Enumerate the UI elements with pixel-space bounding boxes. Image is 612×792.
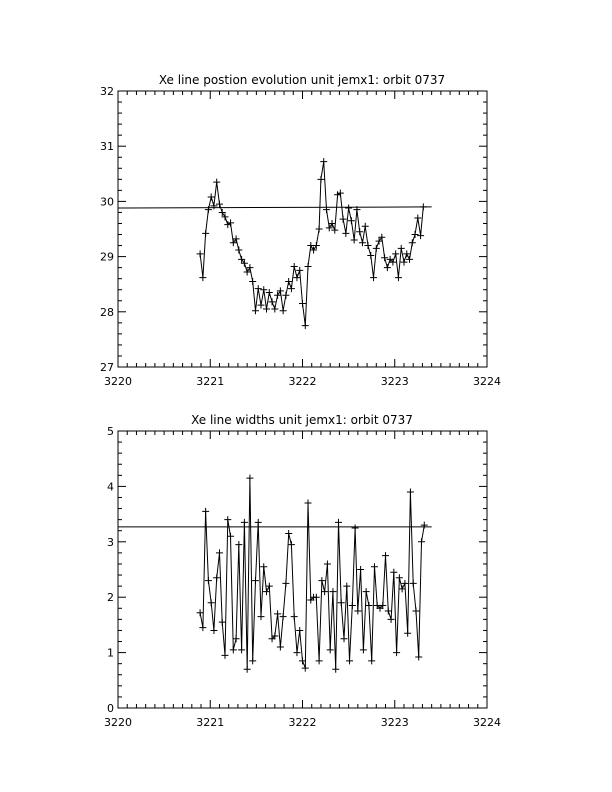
data-point (210, 627, 217, 634)
data-point (351, 237, 358, 244)
data-point (321, 588, 328, 595)
y-tick-label: 5 (107, 425, 114, 438)
data-point (340, 216, 347, 223)
data-point (249, 278, 256, 285)
data-point (246, 475, 253, 482)
data-point (410, 580, 417, 587)
data-point (280, 307, 287, 314)
data-point (385, 608, 392, 615)
data-point (354, 608, 361, 615)
data-point (365, 602, 372, 609)
data-point (360, 646, 367, 653)
data-point (327, 646, 334, 653)
data-point (320, 158, 327, 165)
x-tick-label: 3221 (196, 375, 225, 388)
data-point (362, 223, 369, 230)
data-point (213, 574, 220, 581)
data-point (356, 228, 363, 235)
x-tick-label: 3223 (380, 375, 409, 388)
series-line (200, 478, 424, 669)
data-point (199, 274, 206, 281)
data-point (349, 602, 356, 609)
x-tick-label: 3224 (473, 375, 501, 388)
data-point (381, 254, 388, 261)
data-point (415, 654, 422, 661)
data-point (277, 644, 284, 651)
y-tick-label: 31 (100, 140, 114, 154)
data-point (222, 652, 229, 659)
data-point (412, 231, 419, 238)
data-point (282, 292, 289, 299)
data-point (285, 278, 292, 285)
data-point (208, 599, 215, 606)
data-point (324, 560, 331, 567)
data-point (224, 516, 231, 523)
data-point (305, 263, 312, 270)
x-tick-label: 3220 (104, 716, 132, 729)
data-point (348, 217, 355, 224)
data-point (417, 232, 424, 239)
data-point (318, 577, 325, 584)
y-tick-label: 28 (100, 305, 114, 319)
data-point (235, 246, 242, 253)
data-point (418, 538, 425, 545)
chart-title: Xe line widths unit jemx1: orbit 0737 (191, 413, 413, 427)
data-point (332, 666, 339, 673)
x-tick-label: 3221 (196, 716, 225, 729)
y-tick-label: 1 (107, 646, 114, 660)
data-point (343, 583, 350, 590)
data-point (363, 588, 370, 595)
data-point (296, 267, 303, 274)
y-tick-label: 4 (107, 480, 114, 494)
data-point (414, 214, 421, 221)
data-point (316, 657, 323, 664)
plot-frame (118, 431, 487, 708)
data-point (249, 657, 256, 664)
data-point (291, 613, 298, 620)
data-point (388, 616, 395, 623)
data-point (202, 508, 209, 515)
x-tick-label: 3223 (380, 716, 409, 729)
data-point (390, 569, 397, 576)
reference-line (118, 207, 432, 208)
data-point (302, 665, 309, 672)
data-point (208, 193, 215, 200)
data-point (257, 613, 264, 620)
data-point (288, 285, 295, 292)
data-point (216, 201, 223, 208)
data-point (317, 176, 324, 183)
data-point (335, 519, 342, 526)
data-point (357, 566, 364, 573)
data-point (269, 298, 276, 305)
y-tick-label: 29 (100, 250, 114, 264)
data-point (412, 608, 419, 615)
y-tick-label: 3 (107, 535, 114, 549)
data-point (407, 488, 414, 495)
data-point (392, 250, 399, 257)
data-point (382, 552, 389, 559)
data-point (197, 609, 204, 616)
y-tick-label: 0 (107, 702, 114, 715)
data-point (352, 524, 359, 531)
data-point (257, 302, 264, 309)
data-point (302, 322, 309, 329)
data-point (244, 666, 251, 673)
x-tick-label: 3220 (104, 375, 132, 388)
data-point (202, 230, 209, 237)
data-point (197, 250, 204, 257)
data-point (216, 549, 223, 556)
position-evolution-chart (100, 73, 501, 388)
data-point (233, 635, 240, 642)
data-point (404, 630, 411, 637)
data-point (241, 519, 248, 526)
data-point (205, 577, 212, 584)
data-point (213, 179, 220, 186)
x-tick-label: 3222 (288, 375, 317, 388)
y-tick-label: 32 (100, 85, 114, 98)
data-point (305, 500, 312, 507)
data-point (341, 635, 348, 642)
data-point (293, 649, 300, 656)
data-point (293, 274, 300, 281)
data-point (230, 646, 237, 653)
data-point (199, 624, 206, 631)
data-point (342, 230, 349, 237)
data-point (368, 657, 375, 664)
data-point (210, 202, 217, 209)
data-point (316, 226, 323, 233)
data-point (271, 306, 278, 313)
data-point (384, 264, 391, 271)
data-point (252, 577, 259, 584)
data-point (398, 245, 405, 252)
data-point (238, 646, 245, 653)
data-point (370, 274, 377, 281)
line-widths-chart (104, 413, 501, 729)
data-point (291, 263, 298, 270)
data-point (260, 563, 267, 570)
data-point (235, 541, 242, 548)
y-tick-label: 2 (107, 591, 114, 605)
x-tick-label: 3224 (473, 716, 501, 729)
data-point (288, 541, 295, 548)
data-point (371, 563, 378, 570)
x-tick-label: 3222 (288, 716, 317, 729)
data-point (227, 533, 234, 540)
y-tick-label: 30 (100, 195, 114, 209)
data-point (396, 574, 403, 581)
data-point (285, 530, 292, 537)
data-point (395, 274, 402, 281)
data-point (393, 649, 400, 656)
data-point (296, 627, 303, 634)
data-point (338, 599, 345, 606)
data-point (346, 657, 353, 664)
data-point (373, 245, 380, 252)
data-point (255, 285, 262, 292)
data-point (252, 307, 259, 314)
data-point (263, 306, 270, 313)
data-point (421, 522, 428, 529)
chart-title: Xe line postion evolution unit jemx1: orbit 0737 (158, 73, 446, 87)
data-point (345, 205, 352, 212)
data-point (282, 580, 289, 587)
data-point (255, 519, 262, 526)
y-tick-label: 27 (100, 361, 114, 374)
data-point (219, 619, 226, 626)
data-point (420, 203, 427, 210)
data-point (299, 300, 306, 307)
data-point (409, 239, 416, 246)
data-point (329, 588, 336, 595)
data-point (367, 252, 374, 259)
